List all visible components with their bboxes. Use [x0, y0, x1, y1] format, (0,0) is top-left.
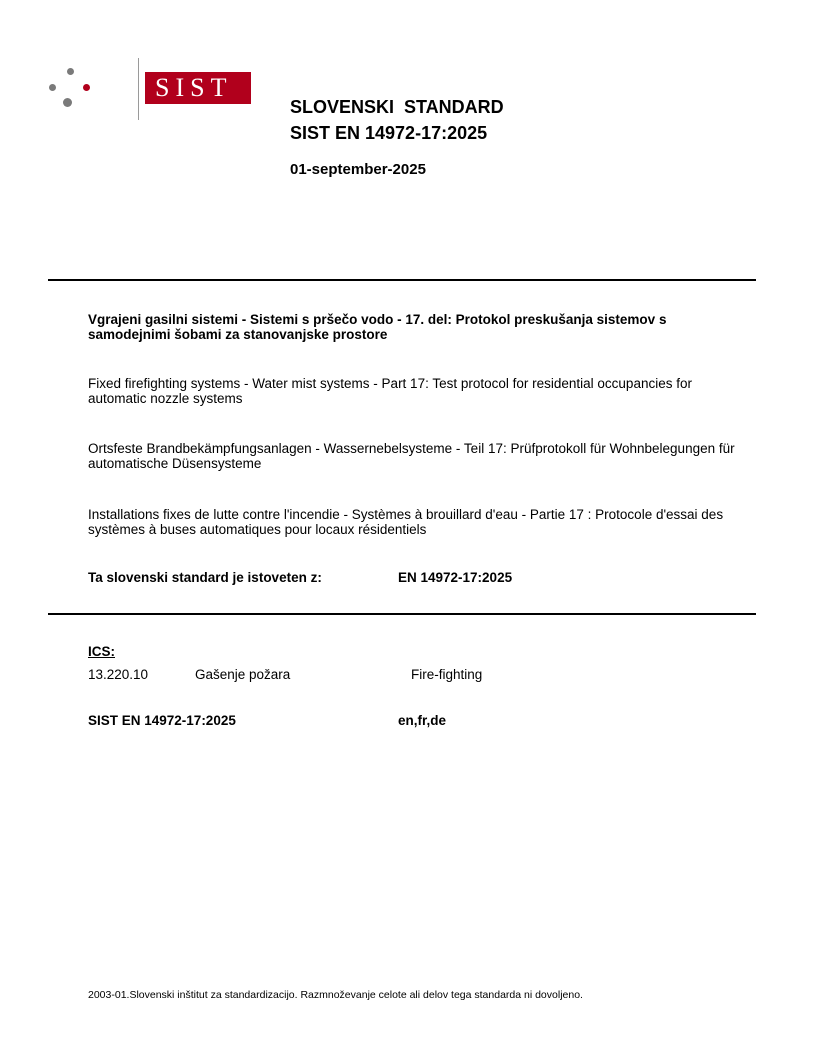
ics-name-sl: Gašenje požara — [195, 667, 291, 682]
title-english: Fixed firefighting systems - Water mist systems - Part 17: Test protocol for residential occupancies for automatic nozzle systems — [88, 376, 692, 406]
copyright-footer: 2003-01.Slovenski inštitut za standardizacijo. Razmnoževanje celote ali delov tega standarda ni dovoljeno. — [88, 989, 583, 1001]
document-header — [290, 94, 504, 146]
top-divider — [48, 279, 756, 281]
publication-date: 01-september-2025 — [290, 161, 426, 178]
identity-value: EN 14972-17:2025 — [398, 570, 513, 585]
logo-dot-red-icon — [83, 84, 90, 91]
title-french: Installations fixes de lutte contre l'incendie - Systèmes à brouillard d'eau - Partie 17 : Protocole d'essai des systèmes à buses automatiques pour locaux résidentiels — [88, 507, 724, 537]
logo-divider — [138, 58, 139, 120]
title-german: Ortsfeste Brandbekämpfungsanlagen - Wassernebelsysteme - Teil 17: Prüfprotokoll für Wohnbelegungen für automatische Düsensysteme — [88, 441, 735, 471]
header-line-2: SIST EN 14972-17:2025 — [290, 123, 488, 143]
logo-dot-icon — [63, 98, 72, 107]
title-slovenian: Vgrajeni gasilni sistemi - Sistemi s pršečo vodo - 17. del: Protokol preskušanja sistemov s samodejnimi šobami za stanovanjske prostore — [88, 312, 667, 342]
ics-label: ICS: — [88, 644, 115, 659]
logo-dot-icon — [67, 68, 74, 75]
sist-logo — [46, 58, 233, 120]
identity-label: Ta slovenski standard je istoveten z: — [88, 570, 322, 585]
logo-dot-icon — [49, 84, 56, 91]
header-line-1: SLOVENSKI STANDARD — [290, 97, 504, 117]
bottom-divider — [48, 613, 756, 615]
logo-wordmark: SIST — [145, 72, 251, 104]
standard-number: SIST EN 14972-17:2025 — [88, 713, 236, 728]
standard-languages: en,fr,de — [398, 713, 447, 728]
ics-name-en: Fire-fighting — [411, 667, 483, 682]
ics-code: 13.220.10 — [88, 667, 149, 682]
